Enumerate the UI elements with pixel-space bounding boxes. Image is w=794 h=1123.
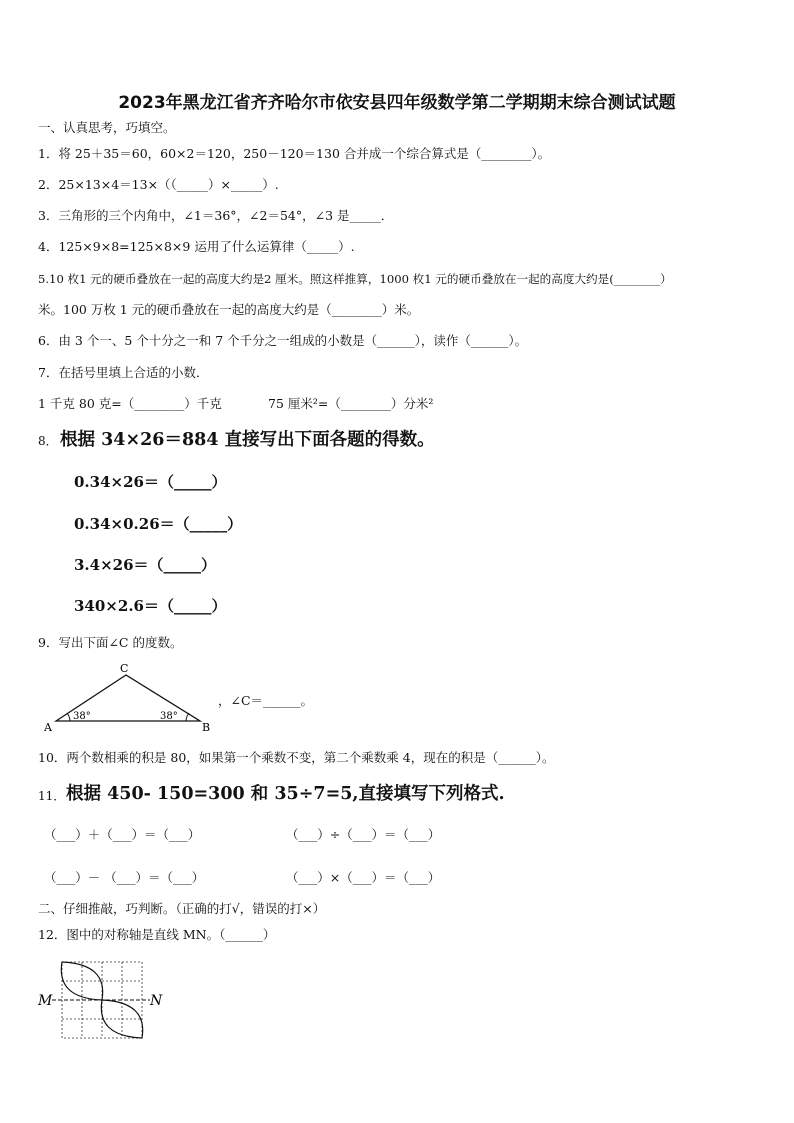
vertex-b-label: B (202, 721, 211, 734)
question-7-part-b: 75 厘米²=（________）分米² (268, 396, 434, 411)
question-9: 9．写出下面∠C 的度数。 (38, 635, 183, 650)
angle-a-arc (67, 713, 70, 721)
question-8-item-3: 3.4×26＝（_____） (74, 556, 217, 574)
question-9-answer: ，∠C＝______。 (218, 693, 314, 708)
question-8-number: 8． (38, 434, 58, 448)
label-n: N (150, 993, 163, 1009)
question-8-item-1: 0.34×26＝（_____） (74, 473, 227, 491)
question-6: 6．由 3 个一、5 个十分之一和 7 个千分之一组成的小数是（______），读作（______）。 (38, 333, 528, 348)
angle-b-arc (186, 713, 189, 721)
question-11-row-2-right: （___）×（___）＝（___） (286, 870, 441, 885)
question-5-line-1: 5.10 枚1 元的硬币叠放在一起的高度大约是2 厘米。照这样推算，1000 枚1 元的硬币叠放在一起的高度大约是(________） (38, 272, 672, 286)
question-11-number: 11． (38, 789, 66, 803)
question-10: 10．两个数相乘的积是 80，如果第一个乘数不变，第二个乘数乘 4，现在的积是（______）。 (38, 750, 555, 765)
question-12: 12．图中的对称轴是直线 MN。（______） (38, 927, 276, 942)
section-two-heading: 二、仔细推敲，巧判断。（正确的打√，错误的打×） (38, 901, 326, 916)
question-5-line-2: 米。100 万枚 1 元的硬币叠放在一起的高度大约是（________）米。 (38, 302, 420, 317)
question-3: 3．三角形的三个内角中，∠1＝36°，∠2＝54°，∠3 是_____． (38, 208, 394, 223)
angle-b-label: 38° (160, 711, 178, 722)
question-8-item-2: 0.34×0.26＝（_____） (74, 515, 243, 533)
question-8-item-4: 340×2.6＝（_____） (74, 597, 227, 615)
question-7-part-a: 1 千克 80 克=（________）千克 (38, 396, 222, 411)
vertex-a-label: A (44, 721, 52, 734)
vertex-c-label: C (120, 662, 129, 675)
question-7: 7．在括号里填上合适的小数． (38, 365, 209, 380)
angle-a-label: 38° (73, 711, 91, 722)
section-one-heading: 一、认真思考，巧填空。 (38, 120, 176, 135)
triangle-figure (40, 662, 220, 736)
page-title: 2023年黑龙江省齐齐哈尔市依安县四年级数学第二学期期末综合测试试题 (118, 93, 676, 113)
question-11-row-2-left: （___）－ （___）＝（___） (44, 870, 205, 885)
question-11-row-1-right: （___）÷（___）＝（___） (286, 827, 441, 842)
question-4: 4．125×9×8=125×8×9 运用了什么运算律（_____）. (38, 239, 355, 254)
question-2: 2．25×13×4＝13×（（_____）×_____）. (38, 177, 279, 192)
question-11-text: 根据 450- 150=300 和 35÷7=5,直接填写下列格式. (66, 784, 505, 804)
question-11-row-1-left: （___）＋（___）＝（___） (44, 827, 201, 842)
label-m: M (38, 993, 53, 1009)
question-1: 1．将 25＋35＝60，60×2＝120，250－120＝130 合并成一个综合算式是（________）。 (38, 146, 551, 161)
symmetry-figure (36, 958, 166, 1042)
question-8-text: 根据 34×26＝884 直接写出下面各题的得数。 (60, 430, 435, 450)
